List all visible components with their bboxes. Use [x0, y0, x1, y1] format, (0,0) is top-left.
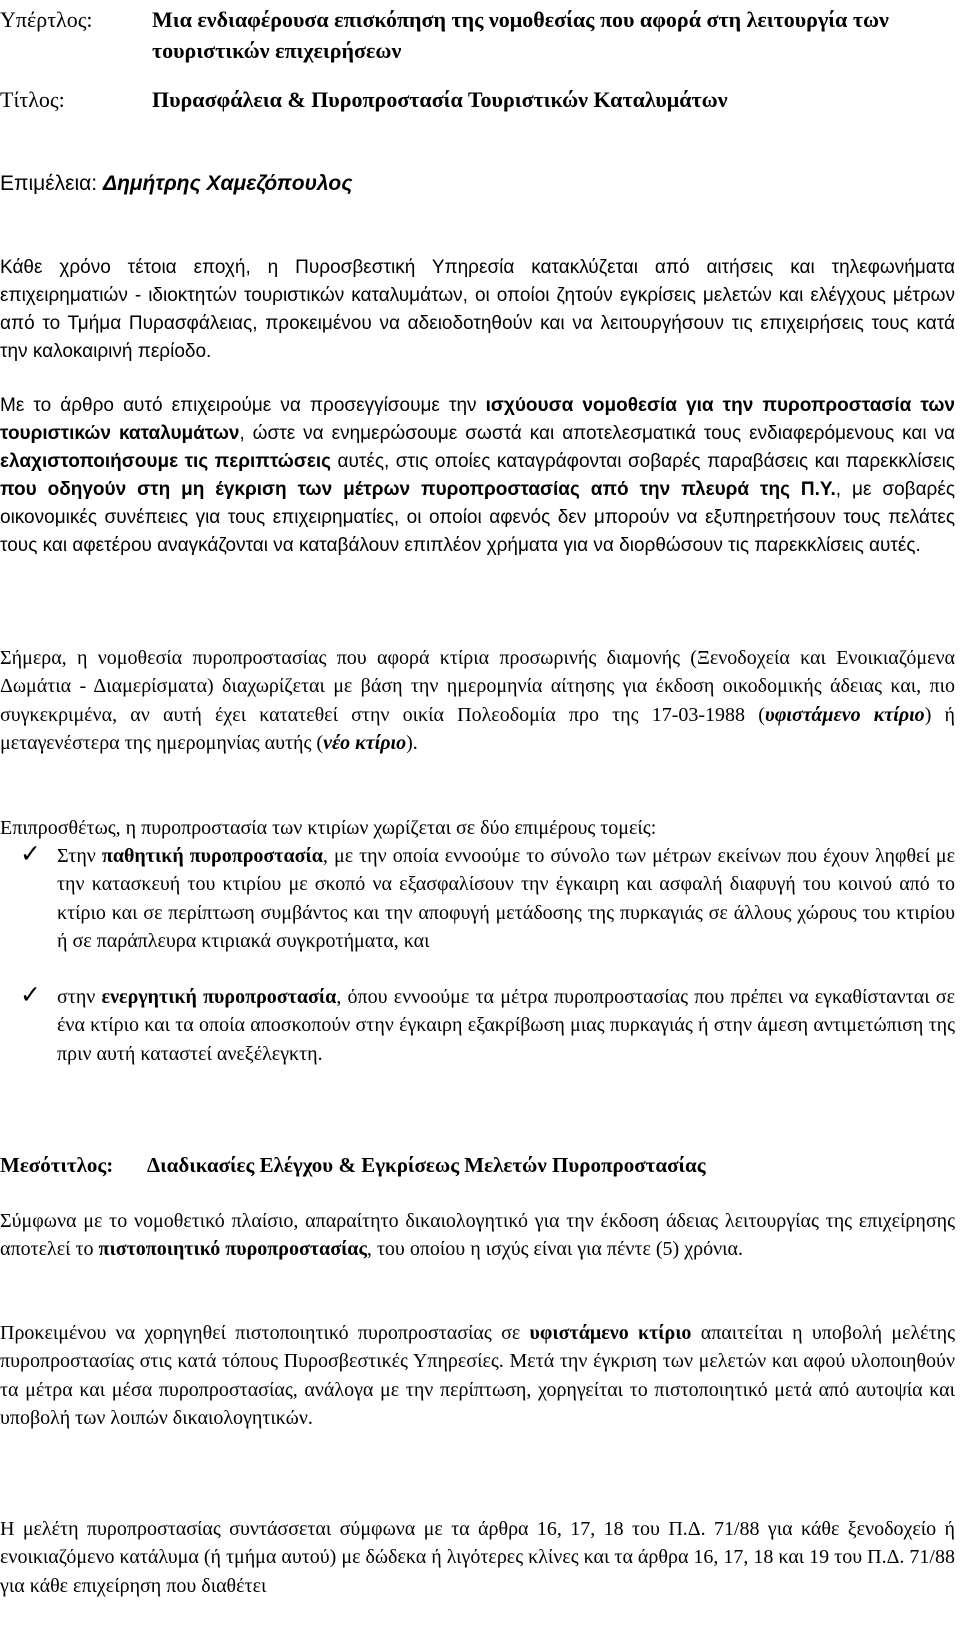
certificate-paragraph: [0, 1207, 955, 1264]
editor-name: Δημήτρης Χαμεζόπουλος: [102, 172, 353, 195]
p6-text-1: Προκειμένου να χορηγηθεί πιστοποιητικό πυροπροστασίας σε: [0, 1322, 530, 1344]
p5-bold: πιστοποιητικό πυροπροστασίας: [98, 1238, 367, 1261]
list-item-text: [57, 983, 955, 1068]
p2-text-1: Με το άρθρο αυτό επιχειρούμε να προσεγγίσουμε την: [0, 395, 486, 416]
title-label: Τίτλος:: [0, 87, 65, 112]
editor-label: Επιμέλεια:: [0, 172, 103, 195]
p2-bold-2: ελαχιστοποιήσουμε τις περιπτώσεις: [0, 451, 332, 472]
p3-text-1: Σήμερα, η νομοθεσία πυροπροστασίας που αφορά κτίρια προσωρινής διαμονής (Ξενοδοχεία και Ενοικιαζόμενα Δωμάτια - Διαμερίσματα) διαχωρίζεται με βάση την ημερομηνία αίτησης για έκδοση οικοδομικής άδειας και, πιο συγκεκριμένα, αν αυτή έχει κατατεθεί στην οικία Πολεοδομία προ της 17-03-1988 (: [0, 647, 955, 726]
intro-paragraph-2: [0, 392, 955, 560]
sectors-intro: Επιπροσθέτως, η πυροπροστασία των κτιρίων χωρίζεται σε δύο επιμέρους τομείς:: [0, 817, 657, 839]
checkmark-icon: ✓: [20, 839, 41, 868]
p3-text-3: ).: [406, 732, 418, 755]
p2-bold-1: ισχύουσα νομοθεσία για την πυροπροστασία των τουριστικών καταλυμάτων: [0, 395, 955, 444]
subtitle-text: Μια ενδιαφέρουσα επισκόπηση της νομοθεσίας που αφορά στη λειτουργία των τουριστικών επιχειρήσεων: [152, 7, 889, 63]
item-1-text-2: , με την οποία εννοούμε το σύνολο των μέτρων εκείνων που έχουν ληφθεί με την κατασκευή του κτιρίου με σκοπό να εξασφαλίσουν την έγκαιρη και ασφαλή διαφυγή του κοινού από το κτίριο και σε περίπτωση συμβάντος και την αποφυγή μετάδοσης της πυρκαγιάς σε άλλους χώρους του κτιρίου ή σε παράπλευρα κτιριακά συγκροτήματα, και: [57, 845, 955, 953]
section-label: Μεσότιτλος:: [0, 1153, 114, 1177]
p2-text-4: , με σοβαρές οικονομικές συνέπειες για τους επιχειρηματίες, οι οποίοι αφενός δεν μπορούν να εξυπηρετήσουν τους πελάτες τους και αφετέρου αναγκάζονται να καταβάλουν επιπλέον χρήματα για να διορθώσουν τις παρεκκλίσεις αυτές.: [0, 479, 955, 556]
item-2-text-2: , όπου εννοούμε τα μέτρα πυροπροστασίας που πρέπει να εγκαθίστανται σε ένα κτίριο και τα οποία αποσκοπούν στην έγκαιρη εξακρίβωση μιας πυρκαγιάς ή στην άμεση αντιμετώπιση της πριν αυτή καταστεί ανεξέλεγκτη.: [57, 986, 955, 1065]
list-item-text: [57, 842, 955, 956]
intro-paragraph-1: Κάθε χρόνο τέτοια εποχή, η Πυροσβεστική Υπηρεσία κατακλύζεται από αιτήσεις και τηλεφωνήματα επιχειρηματιών - ιδιοκτητών τουριστικών καταλυμάτων, οι οποίοι ζητούν εγκρίσεις μελετών και ελέγχους μέτρων από το Τμήμα Πυρασφάλειας, προκειμένου να αδειοδοτηθούν και να λειτουργήσουν τις επιχειρήσεις τους κατά την καλοκαιρινή περίοδο.: [0, 257, 955, 362]
item-2-bold: ενεργητική πυροπροστασία: [101, 986, 337, 1008]
legislation-paragraph: [0, 644, 955, 758]
title-text: Πυρασφάλεια & Πυροπροστασία Τουριστικών Καταλυμάτων: [152, 87, 728, 112]
study-paragraph: Η μελέτη πυροπροστασίας συντάσσεται σύμφωνα με τα άρθρα 16, 17, 18 του Π.Δ. 71/88 για κάθε ξενοδοχείο ή ενοικιαζόμενο κατάλυμα (ή τμήμα αυτού) με δώδεκα ή λιγότερες κλίνες και τα άρθρα 16, 17, 18 και 19 του Π.Δ. 71/88 για κάθε επιχείρηση που διαθέτει: [0, 1518, 955, 1597]
subtitle-label: Υπέρτλος:: [0, 7, 93, 32]
p2-text-2: , ώστε να ενημερώσουμε σωστά και αποτελεσματικά τους ενδιαφερόμενους και να: [239, 423, 956, 444]
p6-bold: υφιστάμενο κτίριο: [529, 1322, 692, 1344]
p5-text-1: Σύμφωνα με το νομοθετικό πλαίσιο, απαραίτητο δικαιολογητικό για την έκδοση άδειας λειτουργίας της επιχείρησης αποτελεί το: [0, 1210, 955, 1261]
p5-text-2: , του οποίου η ισχύς είναι για πέντε (5) χρόνια.: [366, 1238, 743, 1261]
item-1-text-1: Στην: [57, 845, 102, 867]
p2-bold-3: που οδηγούν στη μη έγκριση των μέτρων πυροπροστασίας από την πλευρά της Π.Υ.: [0, 479, 836, 500]
p3-bold-italic-2: νέο κτίριο: [323, 732, 407, 755]
p6-text-2: απαιτείται η υποβολή μελέτης πυροπροστασίας στις κατά τόπους Πυροσβεστικές Υπηρεσίες. Μετά την έγκριση των μελετών και αφού υλοποιηθούν τα μέτρα και μέσα πυροπροστασίας, ανάλογα με την περίπτωση, χορηγείται το πιστοποιητικό μετά από αυτοψία και υποβολή των λοιπών δικαιολογητικών.: [0, 1322, 955, 1430]
item-1-bold: παθητική πυροπροστασία: [101, 845, 323, 867]
section-title: Διαδικασίες Ελέγχου & Εγκρίσεως Μελετών Πυροπροστασίας: [147, 1153, 706, 1177]
p3-text-2: ) ή μεταγενέστερα της ημερομηνίας αυτής (: [0, 703, 955, 755]
p2-text-3: αυτές, στις οποίες καταγράφονται σοβαρές παραβάσεις και παρεκκλίσεις: [331, 451, 955, 472]
item-2-text-1: στην: [57, 986, 102, 1008]
checkmark-icon: ✓: [20, 980, 41, 1009]
p3-bold-italic-1: υφιστάμενο κτίριο: [764, 703, 925, 726]
editor-line: [0, 170, 955, 198]
existing-building-paragraph: [0, 1319, 955, 1433]
